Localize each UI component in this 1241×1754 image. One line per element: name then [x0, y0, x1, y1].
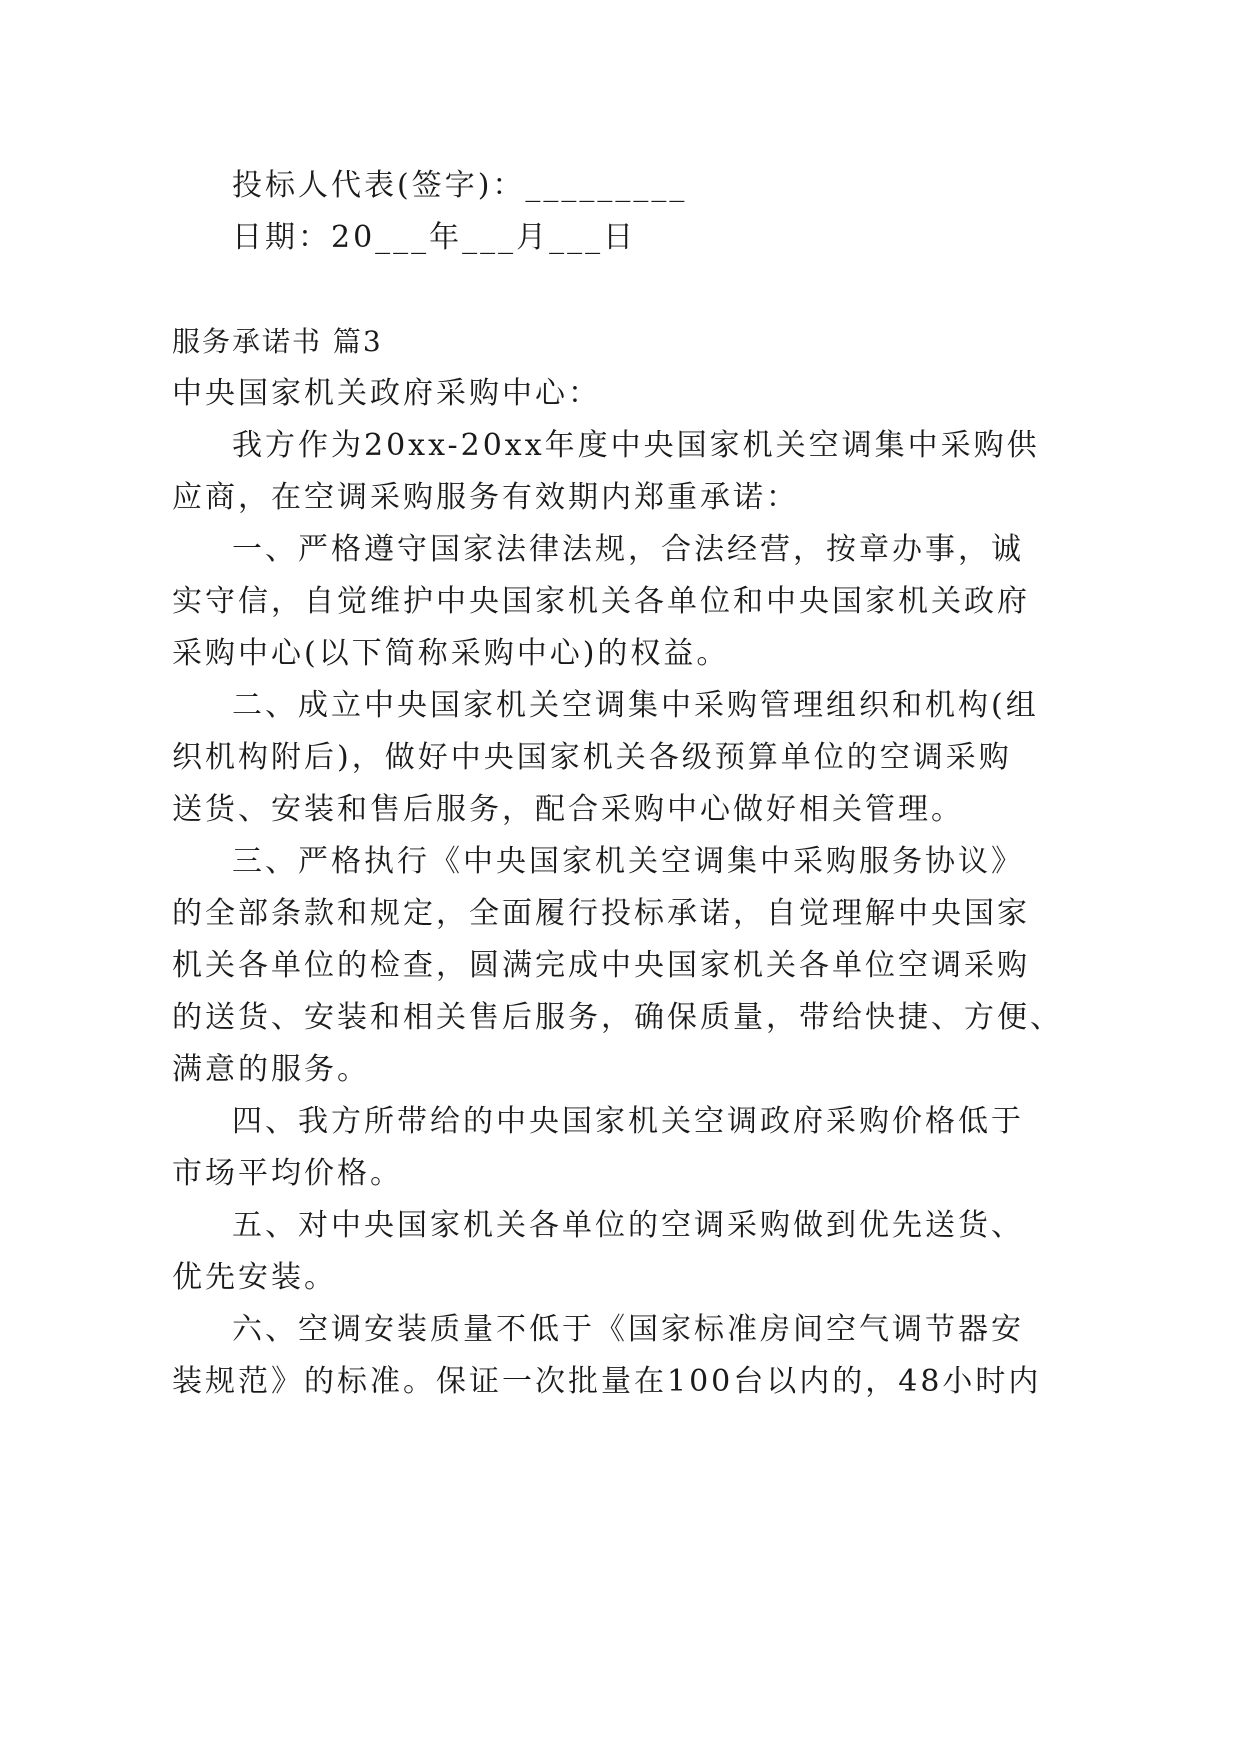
body-line: 的送货、安装和相关售后服务，确保质量，带给快捷、方便、: [172, 1000, 1063, 1035]
body-line: 一、严格遵守国家法律法规，合法经营，按章办事，诚: [232, 532, 1024, 567]
body-line: 采购中心(以下简称采购中心)的权益。: [172, 636, 730, 671]
body-line: 实守信，自觉维护中央国家机关各单位和中央国家机关政府: [172, 584, 1030, 619]
body-line: 六、空调安装质量不低于《国家标准房间空气调节器安: [232, 1312, 1024, 1347]
body-line: 市场平均价格。: [172, 1156, 403, 1191]
addressee: 中央国家机关政府采购中心：: [172, 376, 601, 411]
body-line: 装规范》的标准。保证一次批量在100台以内的，48小时内: [172, 1364, 1042, 1399]
signature-representative: 投标人代表(签字)：_________: [232, 168, 688, 203]
body-line: 织机构附后)，做好中央国家机关各级预算单位的空调采购: [172, 740, 1012, 775]
body-line: 优先安装。: [172, 1260, 337, 1295]
body-line: 应商，在空调采购服务有效期内郑重承诺：: [172, 480, 799, 515]
body-line: 四、我方所带给的中央国家机关空调政府采购价格低于: [232, 1104, 1024, 1139]
section-title: 服务承诺书 篇3: [172, 325, 383, 358]
body-line: 的全部条款和规定，全面履行投标承诺，自觉理解中央国家: [172, 896, 1030, 931]
body-line: 二、成立中央国家机关空调集中采购管理组织和机构(组: [232, 688, 1039, 723]
body-line: 送货、安装和售后服务，配合采购中心做好相关管理。: [172, 792, 964, 827]
body-line: 五、对中央国家机关各单位的空调采购做到优先送货、: [232, 1208, 1024, 1243]
body-line: 三、严格执行《中央国家机关空调集中采购服务协议》: [232, 844, 1024, 879]
signature-date: 日期：20___年___月___日: [232, 220, 637, 255]
body-line: 我方作为20xx-20xx年度中央国家机关空调集中采购供: [232, 428, 1040, 463]
body-line: 机关各单位的检查，圆满完成中央国家机关各单位空调采购: [172, 948, 1030, 983]
body-line: 满意的服务。: [172, 1052, 370, 1087]
